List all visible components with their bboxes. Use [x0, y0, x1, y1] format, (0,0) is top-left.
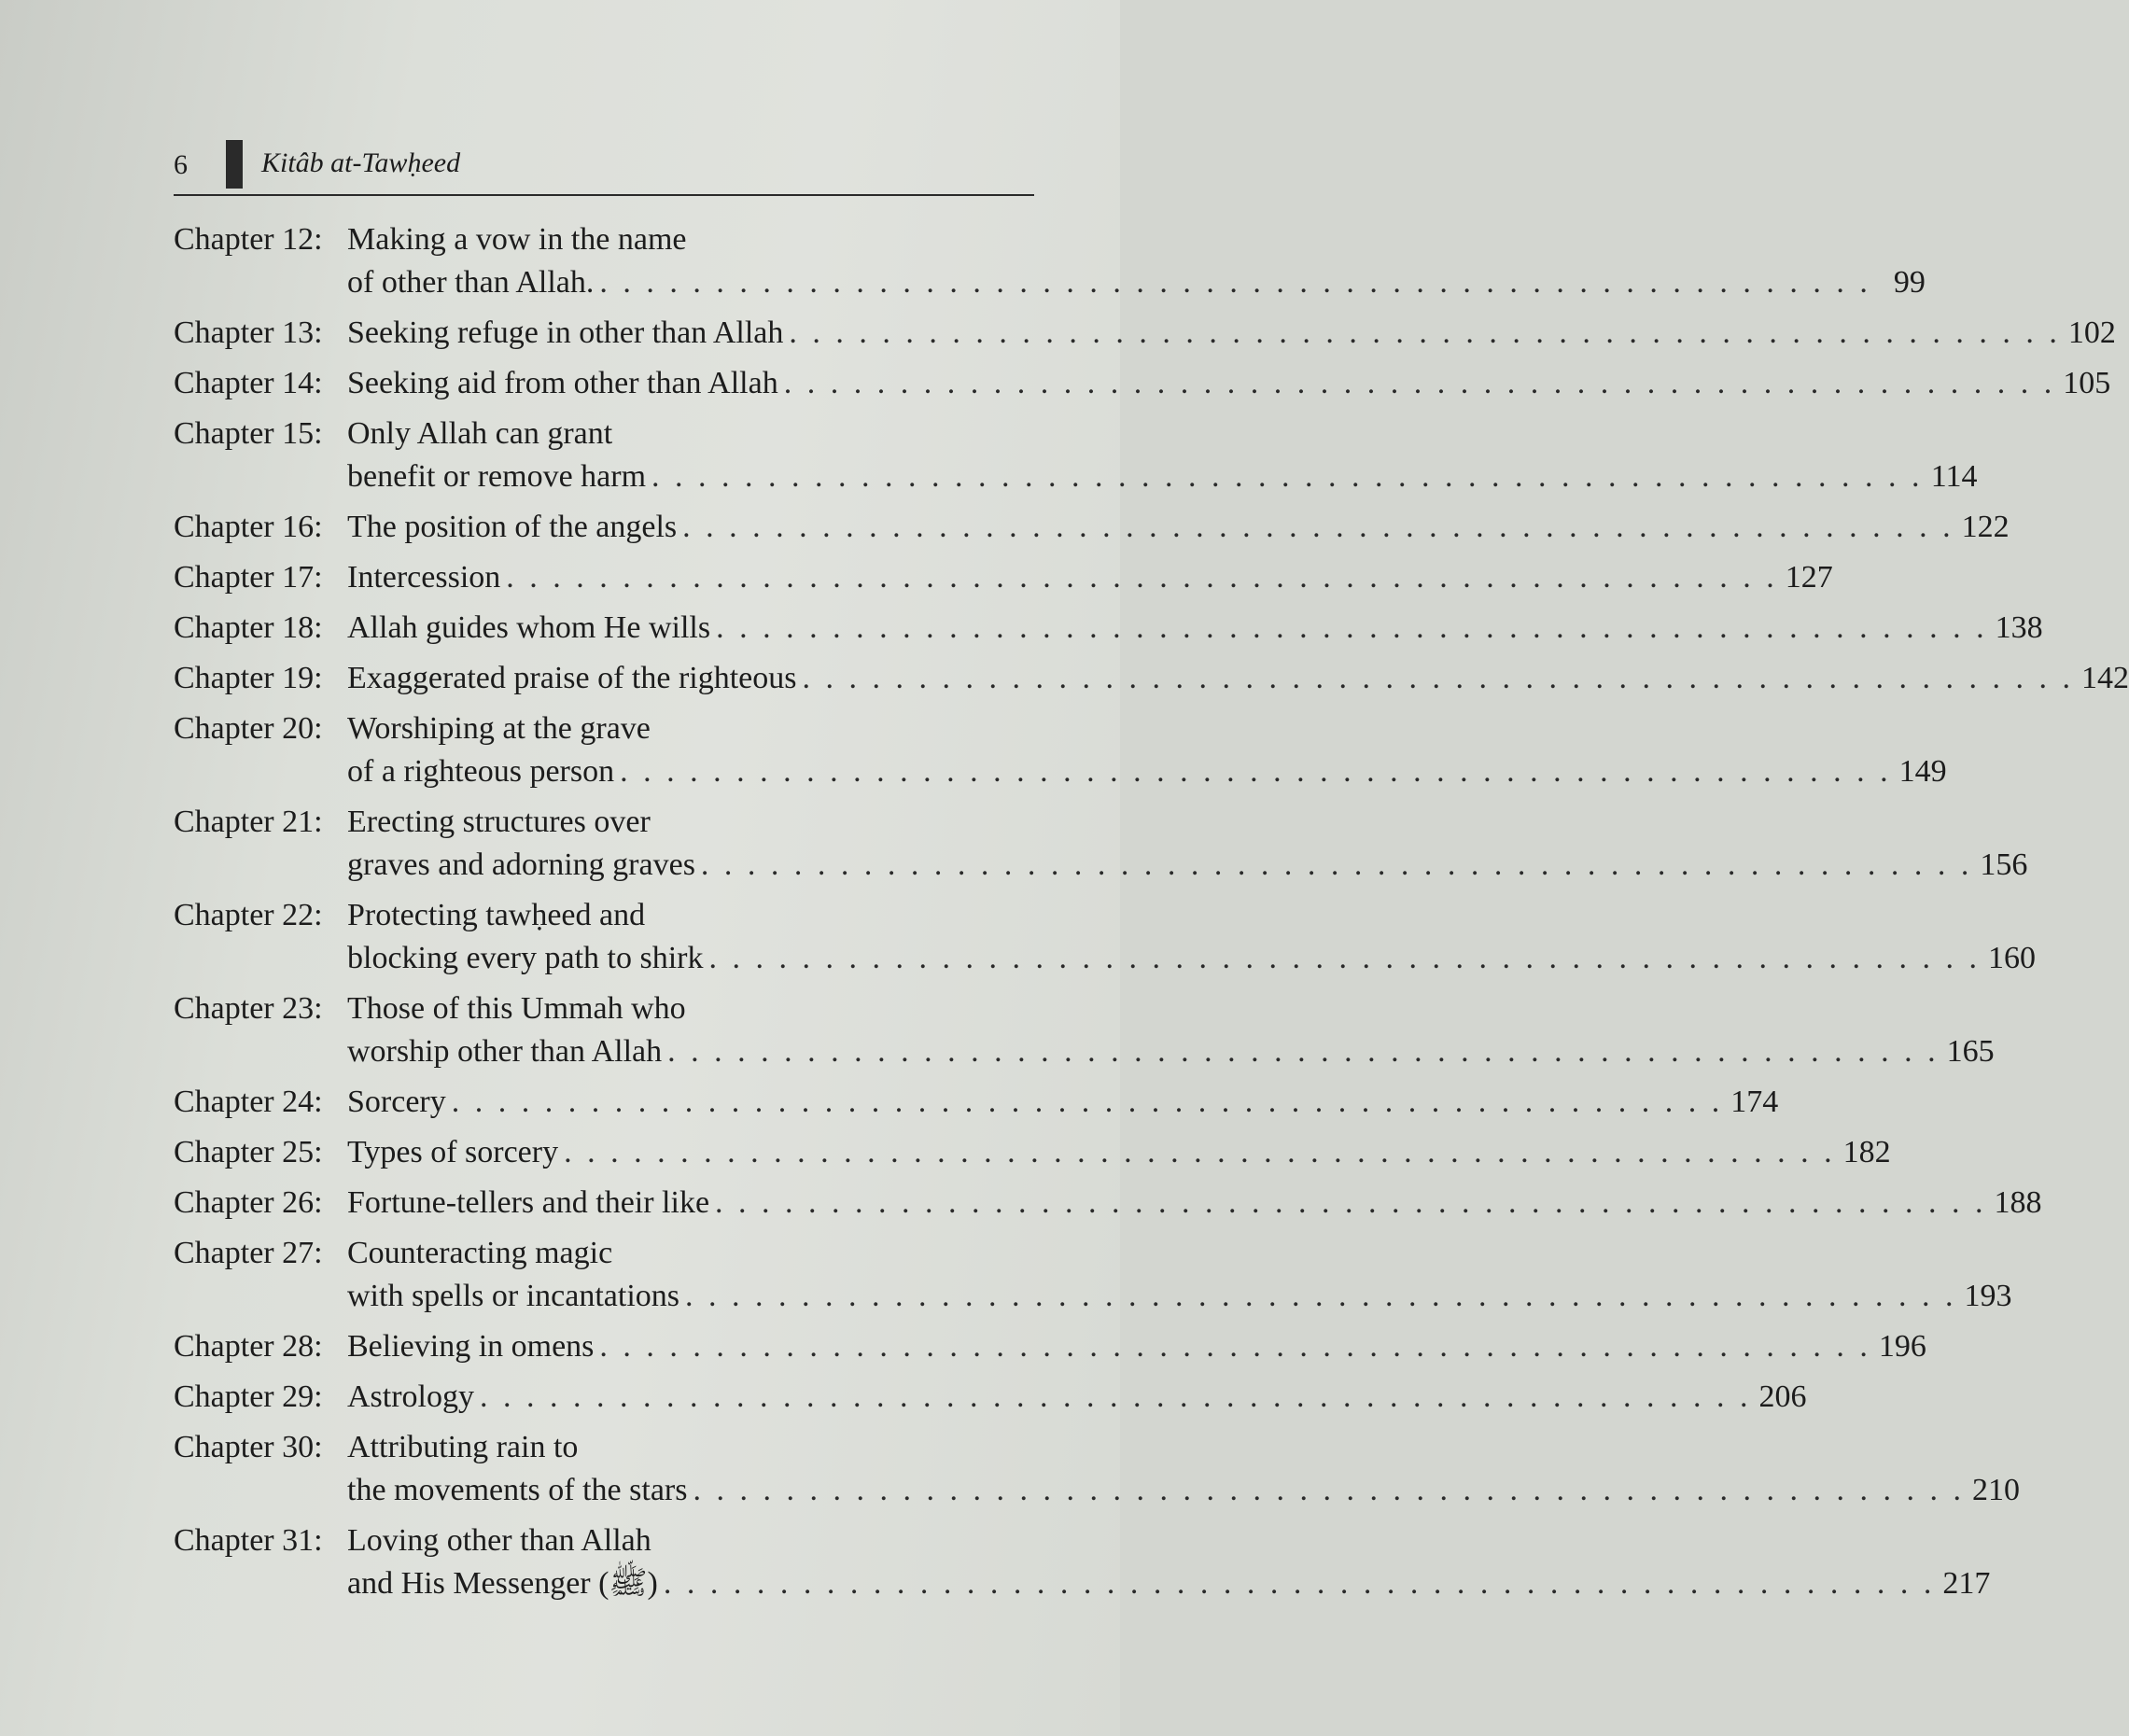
toc-line — [174, 707, 1025, 750]
toc-line — [174, 362, 2111, 405]
chapter-title: Making a vow in the name — [347, 222, 687, 257]
chapter-title: Seeking refuge in other than Allah — [347, 315, 784, 350]
dot-leader: . . . . . . . . . . . . . . . . . . . . . . . . . . . . . . . . . . . . . . . . . . . . . . . . . . . . . . . — [663, 1566, 1936, 1601]
chapter-label: Chapter 20: — [174, 711, 323, 746]
page-ref: 99 — [1893, 265, 1926, 300]
toc-line — [174, 657, 2129, 700]
dot-leader: . . . . . . . . . . . . . . . . . . . . . . . . . . . . . . . . . . . . . . . . . . . . . . . . . . . . . . . — [789, 315, 2061, 350]
chapter-title: Intercession — [347, 560, 501, 595]
chapter-title: Types of sorcery — [347, 1135, 559, 1169]
chapter-title: Worshiping at the grave — [347, 711, 651, 746]
chapter-title: Seeking aid from other than Allah — [347, 366, 778, 400]
chapter-title: The position of the angels — [347, 510, 678, 544]
chapter-label: Chapter 17: — [174, 560, 323, 595]
page-ref: 210 — [1971, 1473, 2020, 1507]
chapter-label: Chapter 27: — [174, 1236, 323, 1270]
chapter-title: Loving other than Allah — [347, 1523, 651, 1558]
chapter-title: blocking every path to shirk — [347, 941, 704, 975]
toc-entry — [174, 556, 1833, 599]
toc-entry — [174, 1325, 1926, 1368]
toc-entry — [174, 506, 2010, 549]
running-header — [174, 140, 1032, 189]
toc-entry — [174, 1131, 1891, 1174]
toc-entry — [174, 312, 2116, 355]
toc-entry — [174, 607, 2043, 650]
chapter-title: Fortune-tellers and their like — [347, 1185, 710, 1220]
chapter-label: Chapter 19: — [174, 661, 323, 695]
toc-entry — [174, 413, 1978, 498]
toc-line — [174, 1469, 2020, 1512]
chapter-title: Protecting tawḥeed and — [347, 898, 646, 932]
toc-line — [174, 312, 2116, 355]
dot-leader: . . . . . . . . . . . . . . . . . . . . . . . . . . . . . . . . . . . . . . . . . . . . . . . . . . . . . . . — [480, 1379, 1752, 1414]
page-ref: 149 — [1898, 754, 1947, 789]
chapter-label: Chapter 26: — [174, 1185, 323, 1220]
book-title: Kitâb at-Tawḥeed — [261, 147, 461, 178]
chapter-label: Chapter 29: — [174, 1379, 323, 1414]
page-ref: 206 — [1758, 1379, 1807, 1414]
page-number: 6 — [174, 149, 188, 180]
chapter-title: benefit or remove harm — [347, 459, 647, 494]
chapter-label: Chapter 24: — [174, 1085, 323, 1119]
dot-leader: . . . . . . . . . . . . . . . . . . . . . . . . . . . . . . . . . . . . . . . . . . . . . . . . . . . . . . . — [685, 1279, 1957, 1313]
page-ref: 122 — [1961, 510, 2010, 544]
toc-line — [174, 1562, 1991, 1605]
chapter-label: Chapter 28: — [174, 1329, 323, 1364]
toc-line — [174, 1182, 2042, 1225]
dot-leader: . . . . . . . . . . . . . . . . . . . . . . . . . . . . . . . . . . . . . . . . . . . . . . . . . . . . . . . — [506, 560, 1778, 595]
toc-line — [174, 455, 1978, 498]
chapter-title: of other than Allah. — [347, 265, 595, 300]
dot-leader: . . . . . . . . . . . . . . . . . . . . . . . . . . . . . . . . . . . . . . . . . . . . . . . . . . . . . . . — [682, 510, 1954, 544]
toc-line — [174, 1131, 1891, 1174]
toc-entry — [174, 1376, 1807, 1419]
chapter-label: Chapter 14: — [174, 366, 323, 400]
dot-leader: . . . . . . . . . . . . . . . . . . . . . . . . . . . . . . . . . . . . . . . . . . . . . . . . . . . . . . . — [599, 265, 1871, 300]
chapter-label: Chapter 13: — [174, 315, 323, 350]
toc-entry — [174, 362, 2111, 405]
dot-leader: . . . . . . . . . . . . . . . . . . . . . . . . . . . . . . . . . . . . . . . . . . . . . . . . . . . . . . . — [599, 1329, 1871, 1364]
page-ref: 138 — [1995, 610, 2043, 645]
toc-line — [174, 894, 1025, 937]
page-ref: 105 — [2063, 366, 2111, 400]
page-ref: 188 — [1994, 1185, 2042, 1220]
toc-line — [174, 556, 1833, 599]
chapter-title: Those of this Ummah who — [347, 991, 686, 1026]
toc-entry — [174, 707, 1947, 793]
toc-line — [174, 1275, 2012, 1318]
toc-line — [174, 1030, 1995, 1073]
chapter-title: with spells or incantations — [347, 1279, 680, 1313]
chapter-label: Chapter 18: — [174, 610, 323, 645]
chapter-title: Erecting structures over — [347, 805, 651, 839]
page-ref: 193 — [1964, 1279, 2012, 1313]
toc-line — [174, 750, 1947, 793]
toc-entry — [174, 987, 1995, 1073]
page-ref: 160 — [1987, 941, 2036, 975]
chapter-label: Chapter 21: — [174, 805, 323, 839]
chapter-title: Sorcery — [347, 1085, 446, 1119]
page-ref: 114 — [1930, 459, 1978, 494]
toc-line — [174, 1519, 1025, 1562]
page-ref: 156 — [1980, 847, 2028, 882]
chapter-label: Chapter 30: — [174, 1430, 323, 1464]
toc-line — [174, 607, 2043, 650]
chapter-title: Only Allah can grant — [347, 416, 613, 451]
toc-line — [174, 1232, 1025, 1275]
dot-leader: . . . . . . . . . . . . . . . . . . . . . . . . . . . . . . . . . . . . . . . . . . . . . . . . . . . . . . . — [802, 661, 2074, 695]
page-ref: 217 — [1942, 1566, 1991, 1601]
chapter-label: Chapter 16: — [174, 510, 323, 544]
page-ref: 142 — [2080, 661, 2129, 695]
page-ref: 182 — [1842, 1135, 1891, 1169]
chapter-title: graves and adorning graves — [347, 847, 695, 882]
toc-entry — [174, 801, 2028, 887]
chapter-label: Chapter 12: — [174, 222, 323, 257]
page-ref: 174 — [1730, 1085, 1779, 1119]
dot-leader: . . . . . . . . . . . . . . . . . . . . . . . . . . . . . . . . . . . . . . . . . . . . . . . . . . . . . . . — [716, 610, 1988, 645]
dot-leader: . . . . . . . . . . . . . . . . . . . . . . . . . . . . . . . . . . . . . . . . . . . . . . . . . . . . . . . — [783, 366, 2056, 400]
dot-leader: . . . . . . . . . . . . . . . . . . . . . . . . . . . . . . . . . . . . . . . . . . . . . . . . . . . . . . . — [651, 459, 1924, 494]
toc-line — [174, 506, 2010, 549]
chapter-label: Chapter 23: — [174, 991, 323, 1026]
chapter-title: worship other than Allah — [347, 1034, 663, 1069]
toc-line — [174, 801, 1025, 844]
toc-line — [174, 261, 1926, 304]
toc-line — [174, 1426, 1025, 1469]
chapter-title: and His Messenger (ﷺ) — [347, 1566, 658, 1601]
toc-line — [174, 987, 1025, 1030]
toc-entry — [174, 1232, 2012, 1318]
page-ref: 102 — [2067, 315, 2116, 350]
chapter-label: Chapter 15: — [174, 416, 323, 451]
dot-leader: . . . . . . . . . . . . . . . . . . . . . . . . . . . . . . . . . . . . . . . . . . . . . . . . . . . . . . . — [451, 1085, 1724, 1119]
toc-entry — [174, 894, 2036, 980]
chapter-title: Allah guides whom He wills — [347, 610, 711, 645]
chapter-title: of a righteous person — [347, 754, 615, 789]
chapter-label: Chapter 22: — [174, 898, 323, 932]
toc-entry — [174, 218, 1926, 304]
chapter-title: the movements of the stars — [347, 1473, 688, 1507]
toc-entry — [174, 1081, 1779, 1124]
dot-leader: . . . . . . . . . . . . . . . . . . . . . . . . . . . . . . . . . . . . . . . . . . . . . . . . . . . . . . . — [708, 941, 1981, 975]
chapter-title: Astrology — [347, 1379, 474, 1414]
dot-leader: . . . . . . . . . . . . . . . . . . . . . . . . . . . . . . . . . . . . . . . . . . . . . . . . . . . . . . . — [693, 1473, 1965, 1507]
toc-line — [174, 413, 1025, 455]
table-of-contents — [174, 218, 2129, 1613]
page-ref: 196 — [1878, 1329, 1926, 1364]
toc-entry — [174, 1182, 2042, 1225]
dot-leader: . . . . . . . . . . . . . . . . . . . . . . . . . . . . . . . . . . . . . . . . . . . . . . . . . . . . . . . — [620, 754, 1892, 789]
dot-leader: . . . . . . . . . . . . . . . . . . . . . . . . . . . . . . . . . . . . . . . . . . . . . . . . . . . . . . . — [715, 1185, 1987, 1220]
chapter-title: Counteracting magic — [347, 1236, 613, 1270]
chapter-title: Exaggerated praise of the righteous — [347, 661, 797, 695]
toc-entry — [174, 1426, 2020, 1512]
header-rule — [174, 194, 1034, 196]
page-ref: 165 — [1946, 1034, 1995, 1069]
toc-entry — [174, 1519, 1991, 1605]
toc-entry — [174, 657, 2129, 700]
chapter-title: Believing in omens — [347, 1329, 595, 1364]
chapter-label: Chapter 25: — [174, 1135, 323, 1169]
toc-line — [174, 844, 2028, 887]
dot-leader: . . . . . . . . . . . . . . . . . . . . . . . . . . . . . . . . . . . . . . . . . . . . . . . . . . . . . . . — [667, 1034, 1940, 1069]
toc-line — [174, 937, 2036, 980]
dot-leader: . . . . . . . . . . . . . . . . . . . . . . . . . . . . . . . . . . . . . . . . . . . . . . . . . . . . . . . — [700, 847, 1973, 882]
toc-line — [174, 1376, 1807, 1419]
dot-leader: . . . . . . . . . . . . . . . . . . . . . . . . . . . . . . . . . . . . . . . . . . . . . . . . . . . . . . . — [564, 1135, 1836, 1169]
header-bar-decoration — [226, 140, 243, 189]
toc-line — [174, 1325, 1926, 1368]
chapter-label: Chapter 31: — [174, 1523, 323, 1558]
toc-line — [174, 1081, 1779, 1124]
page-ref: 127 — [1785, 560, 1833, 595]
toc-line — [174, 218, 1025, 261]
chapter-title: Attributing rain to — [347, 1430, 579, 1464]
